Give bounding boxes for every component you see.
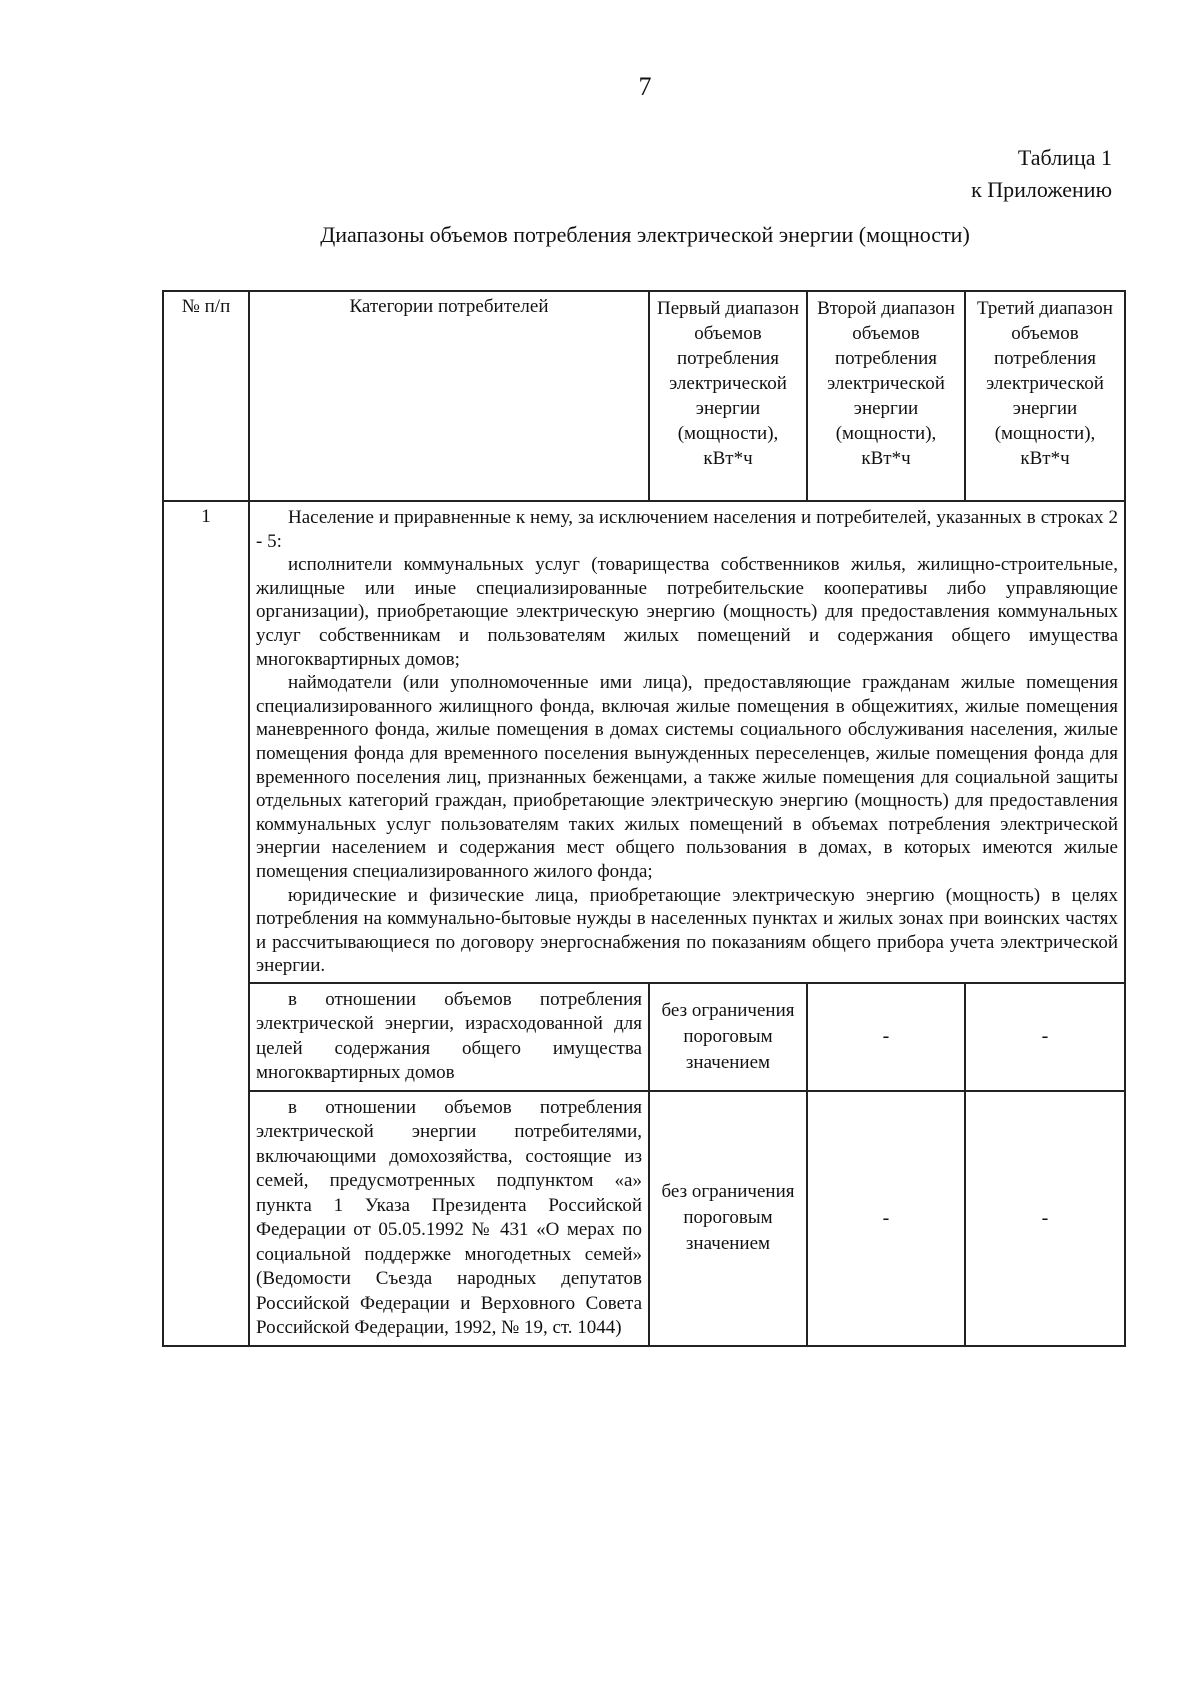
consumption-ranges-table — [162, 290, 1126, 1347]
sub-row-range-3: - — [965, 1091, 1125, 1346]
category-description — [249, 501, 1125, 983]
table-header-row — [163, 291, 1125, 501]
table-caption-appendix: к Приложению — [971, 177, 1112, 202]
sub-row-text: в отношении объемов потребления электрической энергии потребителями, включающими домохозяйства, состоящие из семей, предусмотренных подпунктом «а» пункта 1 Указа Президента Российской Федерации от 05.05.1992 № 431 «О мерах по социальной поддержке многодетных семей» (Ведомости Съезда народных депутатов Российской Федерации и Верховного Совета Российской Федерации, 1992, № 19, ст. 1044) — [256, 1096, 642, 1339]
sub-row-description — [249, 1091, 649, 1346]
table-row — [163, 983, 1125, 1091]
sub-row-range-1: без ограничения пороговым значением — [649, 1091, 807, 1346]
sub-row-description — [249, 983, 649, 1091]
header-num: № п/п — [163, 291, 249, 501]
table-caption — [971, 142, 1112, 206]
sub-row-range-2: - — [807, 1091, 965, 1346]
category-intro: Население и приравненные к нему, за исключением населения и потребителей, указанных в строках 2 - 5: — [256, 507, 1118, 552]
row-number: 1 — [163, 501, 249, 1346]
sub-row-range-2: - — [807, 983, 965, 1091]
header-range-2: Второй диапазон объемов потребления электрической энергии (мощности), кВт*ч — [807, 291, 965, 501]
document-title: Диапазоны объемов потребления электрической энергии (мощности) — [320, 222, 970, 247]
header-range-3: Третий диапазон объемов потребления электрической энергии (мощности), кВт*ч — [965, 291, 1125, 501]
category-paragraph: исполнители коммунальных услуг (товарищества собственников жилья, жилищно-строительные, жилищные или иные специализированные потребительские кооперативы либо управляющие организации), приобретающие электрическую энергию (мощность) для предоставления коммунальных услуг собственникам и пользователям жилых помещений и содержания общего имущества многоквартирных домов; — [256, 554, 1118, 670]
table-row — [163, 501, 1125, 983]
category-paragraph: юридические и физические лица, приобретающие электрическую энергию (мощность) в целях потребления на коммунально-бытовые нужды в населенных пунктах и жилых зонах при воинских частях и рассчитывающиеся по договору энергоснабжения по показаниям общего прибора учета электрической энергии. — [256, 884, 1118, 977]
sub-row-range-3: - — [965, 983, 1125, 1091]
page-number: 7 — [638, 72, 652, 101]
header-category: Категории потребителей — [249, 291, 649, 501]
category-paragraph: наймодатели (или уполномоченные ими лица), предоставляющие гражданам жилые помещения специализированного жилищного фонда, включая жилые помещения в общежитиях, жилые помещения маневренного фонда, жилые помещения в домах системы социального обслуживания населения, жилые помещения фонда для временного поселения вынужденных переселенцев, жилые помещения фонда для временного поселения лиц, признанных беженцами, а также жилые помещения для социальной защиты отдельных категорий граждан, приобретающие электрическую энергию (мощность) для предоставления коммунальных услуг пользователям таких жилых помещений в объемах потребления электрической энергии населением и содержания мест общего пользования в домах, в которых имеются жилые помещения специализированного жилого фонда; — [256, 672, 1118, 882]
sub-row-text: в отношении объемов потребления электрической энергии, израсходованной для целей содержания общего имущества многоквартирных домов — [256, 988, 642, 1084]
header-range-1: Первый диапазон объемов потребления электрической энергии (мощности), кВт*ч — [649, 291, 807, 501]
table-caption-number: Таблица 1 — [1017, 145, 1112, 170]
sub-row-range-1: без ограничения пороговым значением — [649, 983, 807, 1091]
table-row — [163, 1091, 1125, 1346]
